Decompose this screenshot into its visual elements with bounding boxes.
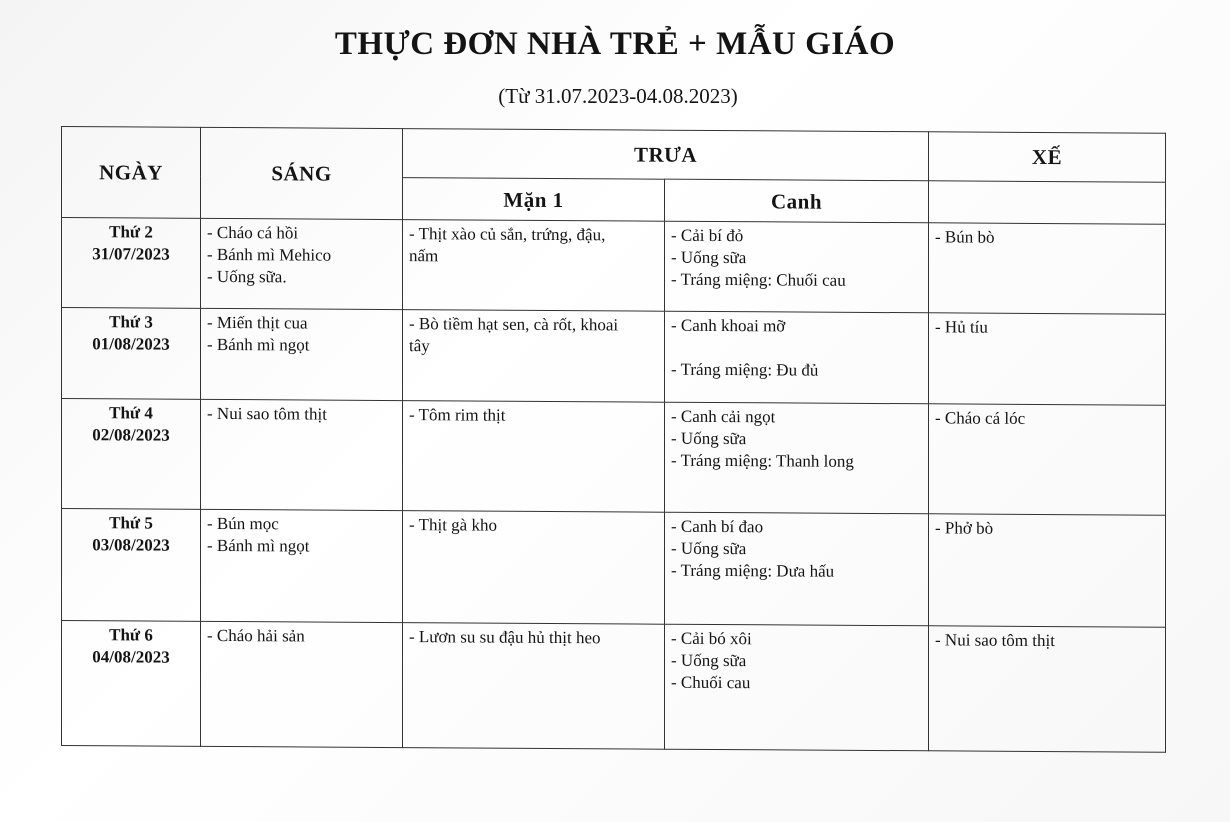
menu-item: - Tráng miệng: Chuối cau [671,269,846,290]
day-cell [62,398,201,509]
sang-cell [201,622,403,748]
menu-sheet [61,126,1165,753]
day-cell [62,621,201,746]
menu-item: nấm [409,246,439,266]
menu-item: - Canh cải ngọt [671,406,776,427]
xe-cell [929,223,1166,315]
weekday-label: Thứ 6 [109,625,153,646]
menu-item: - Canh khoai mỡ [671,316,786,336]
date-range-subtitle: (Từ 31.07.2023-04.08.2023) [498,84,738,108]
menu-item: - Phở bò [935,518,994,538]
menu-item: - Thịt xào củ sắn, trứng, đậu, [409,224,606,245]
sang-cell [201,309,403,401]
weekday-label: Thứ 4 [109,402,153,423]
xe-cell [929,514,1166,628]
menu-item: - Chuối cau [671,673,751,693]
sang-cell [201,509,403,623]
header-trua: TRƯA [403,129,929,181]
menu-item: - Uống sữa [671,247,747,268]
blank-line [671,337,922,361]
header-xe: XẾ [929,132,1166,182]
man1-cell [403,511,665,625]
menu-item: - Nui sao tôm thịt [935,630,1055,651]
weekday-label: Thứ 2 [109,222,153,242]
header-man1: Mặn 1 [403,178,665,222]
menu-item: - Cải bí đỏ [671,225,744,246]
xe-cell [929,313,1166,405]
menu-item: - Bánh mì ngọt [207,335,310,355]
header-canh: Canh [665,179,929,223]
table-row [62,621,1166,752]
menu-item: - Miến thịt cua [207,313,308,333]
menu-table [61,126,1166,753]
menu-item: - Tôm rim thịt [409,404,506,425]
weekday-label: Thứ 5 [109,513,153,533]
table-row [62,308,1166,405]
canh-cell [665,402,929,514]
menu-item: - Bò tiềm hạt sen, cà rốt, khoai [409,314,619,335]
xe-cell [929,626,1166,752]
sang-cell [201,399,403,511]
menu-item: - Nui sao tôm thịt [207,403,327,424]
menu-item: - Cháo hải sản [207,626,305,646]
menu-item: - Tráng miệng: Đu đủ [671,360,819,380]
menu-item: tây [409,336,430,356]
canh-cell [665,312,929,404]
xe-cell [929,403,1166,515]
menu-item: - Hủ tíu [935,317,988,337]
menu-item: - Bánh mì ngọt [207,535,310,556]
menu-item: - Bánh mì Mehico [207,244,332,265]
menu-item: - Tráng miệng: Thanh long [671,450,854,471]
menu-item: - Tráng miệng: Dưa hấu [671,560,835,581]
table-row [62,398,1166,515]
canh-cell [665,221,929,313]
menu-item: - Cháo cá lóc [935,407,1026,428]
menu-item: - Cải bó xôi [671,629,752,649]
man1-cell [403,400,665,512]
table-row [62,509,1166,628]
man1-cell [403,220,665,312]
date-label: 01/08/2023 [92,334,170,354]
menu-item: - Thịt gà kho [409,515,497,535]
day-cell [62,308,201,399]
man1-cell [403,623,665,749]
canh-cell [665,512,929,626]
header-ngay: NGÀY [62,127,201,219]
menu-body [62,218,1166,753]
sang-cell [201,218,403,310]
table-row [62,218,1166,315]
menu-item: - Uống sữa [671,538,747,559]
header-xe-empty [929,181,1166,224]
date-label: 31/07/2023 [92,244,170,264]
menu-item: - Uống sữa. [207,266,287,287]
man1-cell [403,310,665,402]
menu-item: - Lươn su su đậu hủ thịt heo [409,627,601,648]
date-label: 03/08/2023 [92,535,170,555]
menu-item: - Cháo cá hồi [207,222,299,243]
menu-item: - Bún mọc [207,513,279,534]
menu-item: - Uống sữa [671,428,747,448]
header-sang: SÁNG [201,127,403,219]
date-label: 04/08/2023 [92,647,170,668]
weekday-label: Thứ 3 [109,312,153,332]
menu-item: - Uống sữa [671,651,747,671]
day-cell [62,509,201,622]
date-label: 02/08/2023 [92,424,170,445]
day-cell [62,218,201,309]
canh-cell [665,625,929,751]
page-title: THỰC ĐƠN NHÀ TRẺ + MẪU GIÁO [334,26,896,62]
menu-item: - Bún bò [935,227,995,247]
menu-item: - Canh bí đao [671,516,764,537]
